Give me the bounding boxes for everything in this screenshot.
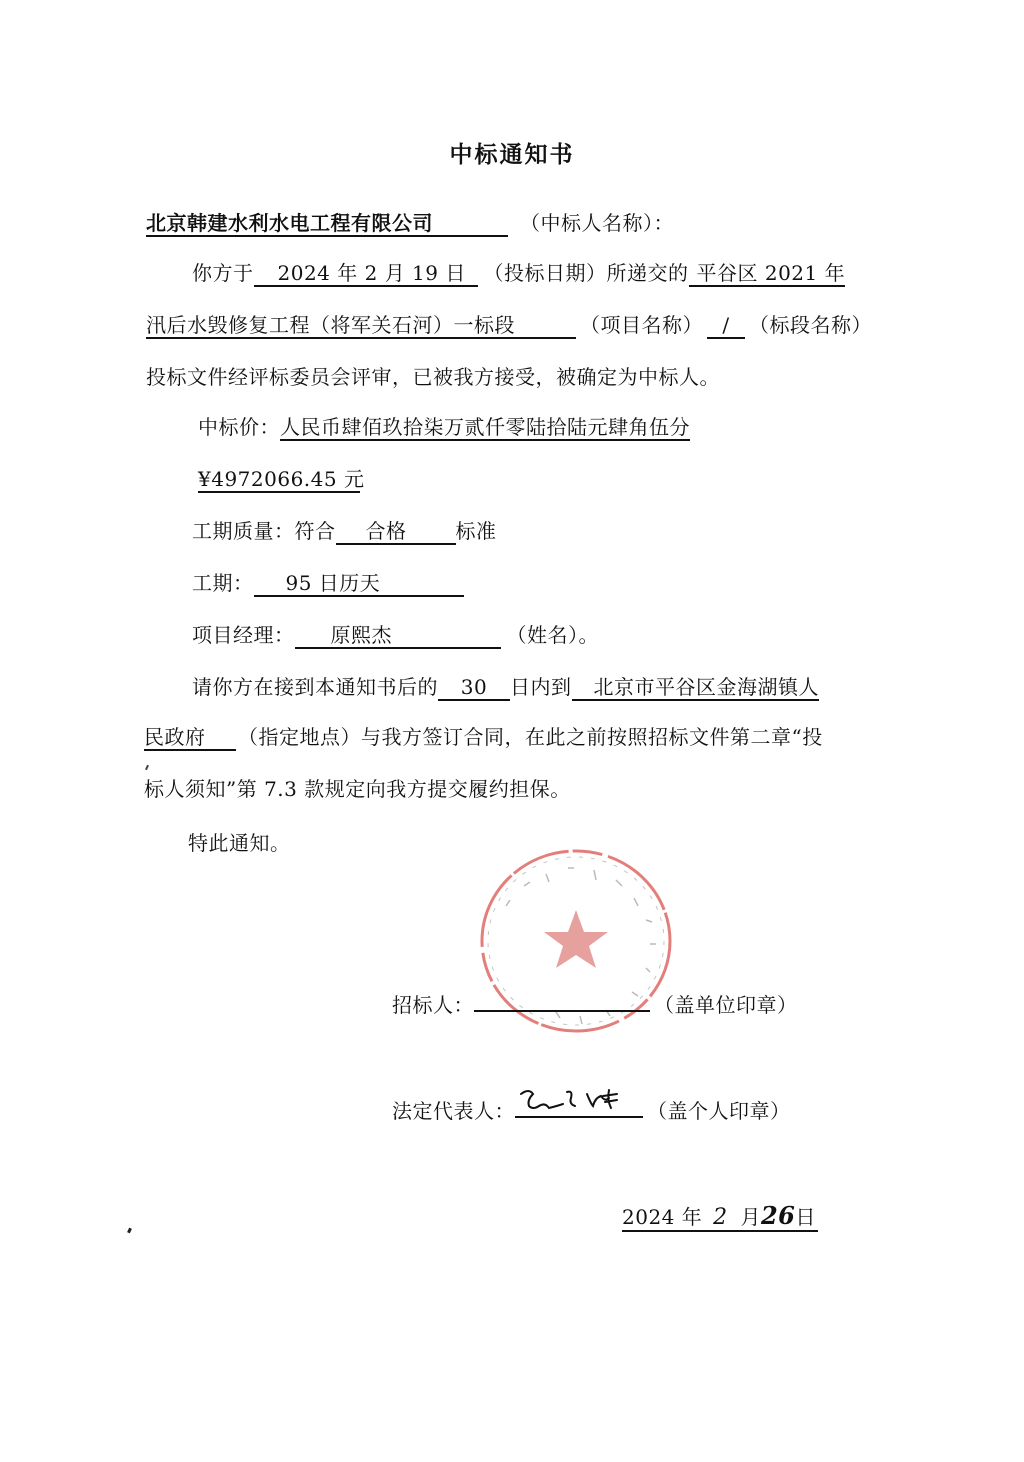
stray-mark (145, 765, 149, 770)
section-name: / (707, 313, 745, 339)
tenderer-signature-field (474, 986, 650, 1012)
signing-date (622, 1201, 818, 1232)
date-day-handwritten: 26 (760, 1201, 796, 1230)
price-amount-number: ¥4972066.45 元 (198, 467, 365, 491)
para1-line3: 投标文件经评标委员会评审，已被我方接受，被确定为中标人。 (146, 365, 720, 389)
para1-line1 (192, 260, 845, 287)
para1-prefix: 你方于 (192, 261, 254, 285)
date-month-char: 月 (740, 1205, 761, 1229)
section-label: （标段名称） (749, 313, 872, 337)
manager-suffix: （姓名）。 (506, 623, 599, 647)
location-part1: 北京市平谷区金海湖镇人 (572, 675, 820, 701)
legal-rep-label: 法定代表人： (392, 1099, 515, 1123)
legal-rep-signature-field (515, 1092, 643, 1118)
para1-line2 (146, 312, 872, 339)
project-label: （项目名称） (580, 313, 703, 337)
duration-value: 95 日历天 (254, 571, 464, 597)
duration-label: 工期： (192, 571, 254, 595)
price-words-line (198, 414, 690, 441)
para2-line1 (192, 674, 819, 701)
location-part2: 民政府 (144, 725, 236, 751)
recipient-company: 北京韩建水利水电工程有限公司 (146, 211, 508, 237)
location-label: （指定地点）与我方签订合同，在此之前按照招标文件第二章“投 (238, 725, 823, 749)
document-title: 中标通知书 (449, 142, 575, 168)
price-number-line (198, 466, 365, 493)
bid-date-label: （投标日期）所递交的 (483, 261, 689, 285)
date-month-handwritten: 2 (713, 1205, 728, 1230)
legal-rep-seal-note: （盖个人印章） (647, 1099, 791, 1123)
project-name-part2: 汛后水毁修复工程（将军关石河）一标段 (146, 313, 576, 339)
duration-line (192, 570, 464, 597)
date-year-char: 年 (681, 1205, 703, 1229)
stray-mark (127, 1228, 132, 1234)
price-amount-words: 人民币肆佰玖拾柒万贰仟零陆拾陆元肆角伍分 (280, 415, 690, 439)
para2-line2 (144, 724, 823, 751)
tenderer-label: 招标人： (392, 993, 474, 1017)
para2-prefix: 请你方在接到本通知书后的 (192, 675, 438, 699)
tenderer-seal-note: （盖单位印章） (654, 993, 798, 1017)
project-name-part1: 平谷区 2021 年 (689, 261, 846, 287)
legal-rep-line (392, 1092, 791, 1124)
quality-suffix: 标准 (455, 519, 497, 543)
bid-date: 2024 年 2 月 19 日 (254, 261, 478, 287)
closing-text: 特此通知。 (188, 831, 291, 855)
handwritten-signature (517, 1084, 641, 1116)
date-year: 2024 (622, 1205, 675, 1229)
price-label: 中标价： (198, 415, 280, 439)
sign-days: 30 (438, 675, 510, 701)
date-day-char: 日 (795, 1205, 816, 1229)
para2-line3: 标人须知”第 7.3 款规定向我方提交履约担保。 (144, 777, 571, 801)
manager-value: 原熙杰 (295, 623, 501, 649)
tenderer-line (392, 986, 798, 1018)
date-line (622, 1201, 818, 1232)
seal-star-icon (544, 910, 608, 968)
recipient-line (146, 210, 674, 237)
quality-value: 合格 (336, 519, 456, 545)
manager-line (192, 622, 599, 649)
days-suffix: 日内到 (510, 675, 572, 699)
quality-line (192, 518, 497, 545)
recipient-label: （中标人名称）： (520, 211, 674, 235)
manager-label: 项目经理： (192, 623, 295, 647)
quality-label: 工期质量：符合 (192, 519, 336, 543)
